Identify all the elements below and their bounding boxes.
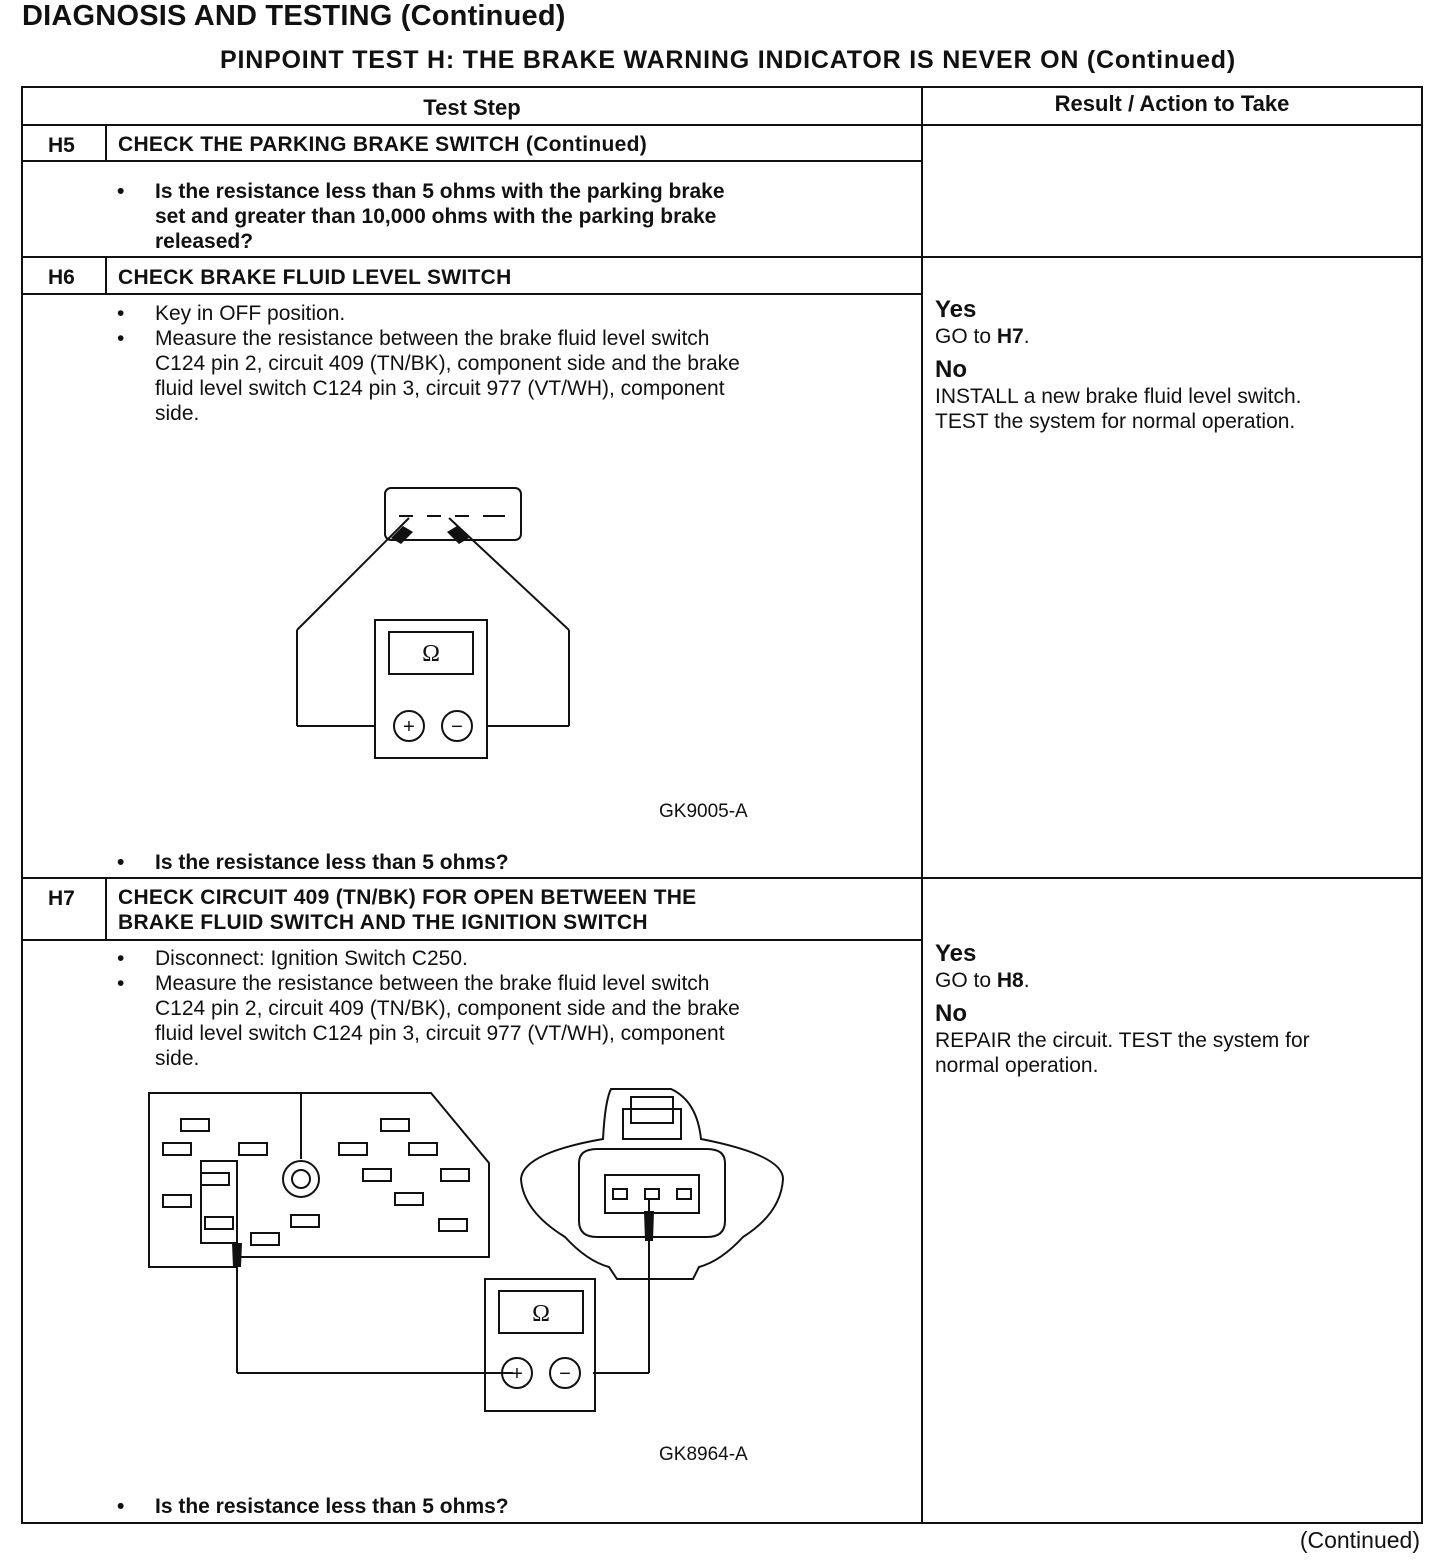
h7-bullet-measure [117,971,907,1071]
h6-question-list [117,850,897,875]
pinpoint-test-title: PINPOINT TEST H: THE BRAKE WARNING INDICATOR IS NEVER ON (Continued) [220,46,1236,74]
result-h7-yes-action [935,968,1415,993]
step-body-h7 [117,946,907,1071]
result-h6-yes-end: . [1023,325,1030,348]
h7-measure-line-4: side. [155,1047,200,1070]
result-h7-yes-label: Yes [935,940,977,967]
figure-id-gk8964: GK8964-A [659,1444,748,1465]
h7-ohm-symbol: Ω [532,1301,550,1327]
h6-right-probe [447,526,469,544]
step-heading-h6: CHECK BRAKE FLUID LEVEL SWITCH [118,266,512,289]
h6-measure-line-1: Measure the resistance between the brake fluid level switch [155,327,710,350]
h6-bullet-measure [117,326,907,426]
h7-measure-line-2: C124 pin 2, circuit 409 (TN/BK), component side and the brake [155,997,740,1020]
h7-plus-symbol: + [511,1363,523,1385]
step-heading-divider-h5 [23,160,921,162]
pinpoint-test-table [21,86,1423,1524]
question-h5 [117,179,897,254]
id-divider-h6 [105,256,107,294]
question-h6: • Is the resistance less than 5 ohms? [117,850,897,875]
column-divider [921,88,923,1522]
result-h7-yes-text: GO to [935,969,997,992]
step-heading-h7-line-2: BRAKE FLUID SWITCH AND THE IGNITION SWITCH [118,911,648,934]
c124-terminal-block [605,1175,699,1213]
h6-left-lead [297,518,409,630]
link-h7[interactable]: H7 [996,325,1024,348]
h6-ohm-symbol: Ω [422,641,440,667]
h7-minus-symbol: − [559,1363,571,1385]
result-h7 [935,940,1415,1078]
result-h7-yes-end: . [1023,969,1030,992]
h7-bullet-disconnect: • Disconnect: Ignition Switch C250. [117,946,907,971]
h6-minus-symbol: − [451,716,463,738]
result-h6-yes-action [935,324,1415,349]
c250-center-nut [283,1161,319,1197]
result-h7-no-line-1: REPAIR the circuit. TEST the system for [935,1029,1310,1052]
step-heading-h7 [118,885,697,935]
h6-bullet-key-off: • Key in OFF position. [117,301,907,326]
result-h7-no-label: No [935,1000,967,1027]
step-body-h5 [117,179,897,254]
result-h6 [935,296,1415,434]
result-h6-yes-label: Yes [935,296,977,323]
h6-measure-line-4: side. [155,402,200,425]
page-title: DIAGNOSIS AND TESTING (Continued) [22,0,566,32]
step-heading-divider-h6 [23,293,921,295]
fluid-level-switch-connector-c124 [521,1089,783,1279]
step-body-h6 [117,301,907,426]
step-heading-divider-h7 [23,939,921,941]
continued-footer: (Continued) [1299,1527,1420,1553]
id-divider-h7 [105,877,107,940]
question-h5-line-2: set and greater than 10,000 ohms with the parking brake [155,205,717,228]
header-divider [23,124,1421,126]
h6-ohmmeter-diagram [283,480,613,770]
step-heading-h7-line-1: CHECK CIRCUIT 409 (TN/BK) FOR OPEN BETWEEN THE [118,886,697,909]
step-id-h6: H6 [48,266,75,289]
h6-left-probe [391,526,413,544]
question-h5-line-1: Is the resistance less than 5 ohms with the parking brake [155,180,725,203]
question-h7: • Is the resistance less than 5 ohms? [117,1494,897,1519]
figure-id-gk9005: GK9005-A [659,801,748,822]
column-header-result: Result / Action to Take [1054,91,1290,116]
result-h6-no-line-2: TEST the system for normal operation. [935,410,1296,433]
h7-right-probe [644,1211,654,1241]
step-id-h7: H7 [48,887,75,910]
h6-measure-line-3: fluid level switch C124 pin 3, circuit 977 (VT/WH), component [155,377,725,400]
h7-measure-line-3: fluid level switch C124 pin 3, circuit 977 (VT/WH), component [155,1022,725,1045]
result-h6-no-label: No [935,356,967,383]
result-h6-no-line-1: INSTALL a new brake fluid level switch. [935,385,1302,408]
link-h8[interactable]: H8 [996,969,1024,992]
h6-measure-line-2: C124 pin 2, circuit 409 (TN/BK), component side and the brake [155,352,740,375]
h7-ohmmeter-diagram [141,1083,781,1413]
h7-ohmmeter-body [485,1279,595,1411]
column-header-test-step: Test Step [423,95,521,120]
h7-question-list [117,1494,897,1519]
result-h7-no-line-2: normal operation. [935,1054,1099,1077]
step-heading-h5: CHECK THE PARKING BRAKE SWITCH (Continued) [118,133,648,156]
h7-left-probe [232,1243,242,1267]
h6-plus-symbol: + [403,716,415,738]
row-divider-h5-h6 [23,256,1421,258]
result-h6-yes-text: GO to [935,325,997,348]
row-divider-h6-h7 [23,877,1421,879]
step-id-h5: H5 [48,134,75,157]
h6-right-lead [449,518,569,630]
question-h5-line-3: released? [155,230,254,253]
id-divider-h5 [105,124,107,161]
h7-measure-line-1: Measure the resistance between the brake fluid level switch [155,972,710,995]
